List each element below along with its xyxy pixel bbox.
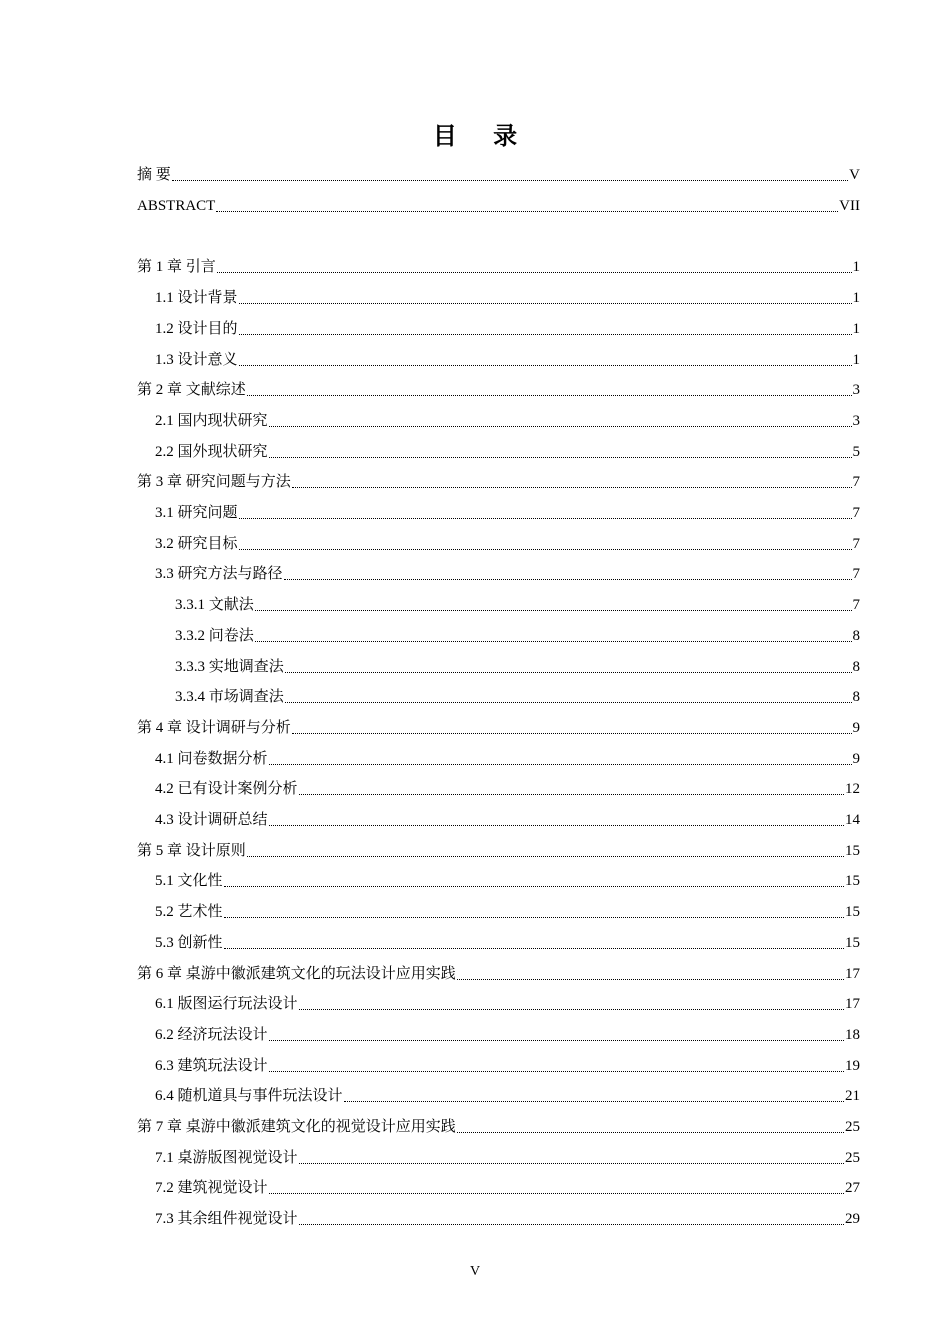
toc-entry-label: 3.3.1 文献法 xyxy=(175,597,254,614)
toc-entry-page-number: 7 xyxy=(852,597,860,614)
toc-entry-page-number: 15 xyxy=(845,873,860,890)
dot-leader xyxy=(255,641,852,642)
toc-entry-label: 3.1 研究问题 xyxy=(155,505,238,521)
dot-leader xyxy=(269,1040,844,1041)
toc-section-entry[interactable] xyxy=(137,434,860,462)
toc-entry-label: 1.1 设计背景 xyxy=(155,290,238,307)
dot-leader xyxy=(269,1193,844,1194)
toc-entry-page-number: 1 xyxy=(852,259,860,276)
toc-section-entry[interactable] xyxy=(137,1170,860,1198)
dot-leader xyxy=(457,979,844,980)
dot-leader xyxy=(269,764,852,765)
toc-entry-label: 5.2 艺术性 xyxy=(155,904,223,921)
toc-entry-page-number: 14 xyxy=(845,812,860,828)
dot-leader xyxy=(269,457,852,458)
toc-entry-page-number: 7 xyxy=(852,474,860,491)
dot-leader xyxy=(292,487,852,488)
toc-entry-label: 第 7 章 桌游中徽派建筑文化的视觉设计应用实践 xyxy=(137,1119,456,1135)
toc-entry-label: 摘 要 xyxy=(137,167,171,183)
dot-leader xyxy=(239,365,852,366)
toc-entry-page-number: 3 xyxy=(852,412,860,429)
footer-page-number: V xyxy=(469,1264,481,1279)
toc-section-entry[interactable] xyxy=(137,1140,860,1168)
dot-leader xyxy=(457,1132,844,1133)
toc-section-entry[interactable] xyxy=(137,802,860,830)
dot-leader xyxy=(247,395,852,396)
dot-leader xyxy=(269,426,852,427)
toc-entry-label: 3.2 研究目标 xyxy=(155,535,238,552)
dot-leader xyxy=(239,518,852,519)
toc-entry-label: 3.3.2 问卷法 xyxy=(175,627,254,644)
toc-entry-label: 6.4 随机道具与事件玩法设计 xyxy=(155,1088,343,1105)
toc-entry-page-number: VII xyxy=(839,197,860,214)
toc-entry-label: 第 5 章 设计原则 xyxy=(137,842,246,859)
toc-section-entry[interactable] xyxy=(137,342,860,370)
toc-entry-label: 7.2 建筑视觉设计 xyxy=(155,1180,268,1197)
toc-entry-label: 4.2 已有设计案例分析 xyxy=(155,781,298,798)
toc-front-matter-entry[interactable] xyxy=(137,188,860,216)
toc-section-entry[interactable] xyxy=(137,986,860,1014)
toc-section-entry[interactable] xyxy=(137,403,860,431)
toc-section-entry[interactable] xyxy=(137,1048,860,1076)
toc-section-entry[interactable] xyxy=(137,495,860,523)
dot-leader xyxy=(247,856,844,857)
dot-leader xyxy=(216,211,838,212)
dot-leader xyxy=(217,272,852,273)
toc-entry-label: 2.2 国外现状研究 xyxy=(155,443,268,460)
toc-chapter-entry[interactable] xyxy=(137,710,860,738)
dot-leader xyxy=(239,549,852,550)
toc-entry-label: 3.3.3 实地调查法 xyxy=(175,658,284,675)
toc-section-entry[interactable] xyxy=(137,925,860,953)
toc-entry-page-number: 12 xyxy=(845,781,860,798)
toc-entry-label: 第 4 章 设计调研与分析 xyxy=(137,719,291,736)
dot-leader xyxy=(285,702,852,703)
toc-entry-page-number: 15 xyxy=(845,842,860,859)
toc-entry-page-number: 8 xyxy=(852,689,860,706)
toc-entry-label: 5.1 文化性 xyxy=(155,873,223,890)
dot-leader xyxy=(292,733,852,734)
toc-entry-page-number: 8 xyxy=(852,627,860,644)
toc-entry-label: 7.3 其余组件视觉设计 xyxy=(155,1211,298,1228)
dot-leader xyxy=(269,1071,844,1072)
toc-entry-page-number: 1 xyxy=(852,320,860,337)
toc-section-entry[interactable] xyxy=(137,311,860,339)
toc-entry-label: 第 3 章 研究问题与方法 xyxy=(137,474,291,491)
toc-section-entry[interactable] xyxy=(137,280,860,308)
dot-leader xyxy=(239,303,852,304)
toc-entry-page-number: 17 xyxy=(845,965,860,982)
toc-entry-label: 1.3 设计意义 xyxy=(155,351,238,368)
dot-leader xyxy=(284,579,852,580)
toc-entry-label: 3.3.4 市场调查法 xyxy=(175,689,284,706)
dot-leader xyxy=(299,794,844,795)
toc-section-entry[interactable] xyxy=(137,526,860,554)
dot-leader xyxy=(224,917,844,918)
toc-entry-label: 1.2 设计目的 xyxy=(155,320,238,337)
toc-entry-label: 第 6 章 桌游中徽派建筑文化的玩法设计应用实践 xyxy=(137,965,456,982)
toc-entry-page-number: 17 xyxy=(845,996,860,1013)
toc-entry-page-number: 25 xyxy=(845,1119,860,1135)
toc-entry-page-number: 1 xyxy=(852,351,860,368)
dot-leader xyxy=(172,180,848,181)
toc-entry-page-number: 15 xyxy=(845,934,860,951)
toc-entry-page-number: 3 xyxy=(852,382,860,399)
dot-leader xyxy=(285,672,852,673)
toc-entry-page-number: 21 xyxy=(845,1088,860,1105)
toc-subsection-entry[interactable] xyxy=(137,649,860,677)
toc-entry-page-number: 8 xyxy=(852,658,860,675)
toc-entry-page-number: 9 xyxy=(852,719,860,736)
toc-section-entry[interactable] xyxy=(137,1017,860,1045)
toc-subsection-entry[interactable] xyxy=(137,618,860,646)
toc-chapter-entry[interactable] xyxy=(137,464,860,492)
toc-section-entry[interactable] xyxy=(137,1201,860,1229)
toc-chapter-entry[interactable] xyxy=(137,372,860,400)
toc-entry-page-number: 7 xyxy=(852,535,860,552)
toc-section-entry[interactable] xyxy=(137,741,860,769)
toc-entry-label: 6.1 版图运行玩法设计 xyxy=(155,996,298,1013)
toc-entry-page-number: 18 xyxy=(845,1026,860,1043)
page-title: 目 录 xyxy=(432,122,532,150)
toc-entry-page-number: 19 xyxy=(845,1057,860,1074)
toc-section-entry[interactable] xyxy=(137,1078,860,1106)
toc-entry-page-number: 7 xyxy=(852,505,860,521)
dot-leader xyxy=(269,825,844,826)
toc-entry-label: 第 1 章 引言 xyxy=(137,259,216,276)
toc-entry-label: 4.1 问卷数据分析 xyxy=(155,750,268,767)
toc-entry-page-number: 1 xyxy=(852,290,860,307)
toc-chapter-entry[interactable] xyxy=(137,249,860,277)
dot-leader xyxy=(224,948,844,949)
toc-entry-label: ABSTRACT xyxy=(137,197,216,214)
toc-entry-page-number: 15 xyxy=(845,904,860,921)
toc-entry-label: 6.3 建筑玩法设计 xyxy=(155,1057,268,1074)
dot-leader xyxy=(299,1163,844,1164)
toc-chapter-entry[interactable] xyxy=(137,1109,860,1137)
toc-entry-label: 6.2 经济玩法设计 xyxy=(155,1026,268,1043)
dot-leader xyxy=(224,886,844,887)
toc-entry-label: 2.1 国内现状研究 xyxy=(155,412,268,429)
toc-entry-label: 5.3 创新性 xyxy=(155,934,223,951)
dot-leader xyxy=(255,610,852,611)
toc-entry-label: 4.3 设计调研总结 xyxy=(155,812,268,828)
toc-chapter-entry[interactable] xyxy=(137,956,860,984)
toc-entry-page-number: V xyxy=(849,167,860,183)
toc-subsection-entry[interactable] xyxy=(137,679,860,707)
toc-entry-label: 7.1 桌游版图视觉设计 xyxy=(155,1149,298,1166)
toc-section-entry[interactable] xyxy=(137,556,860,584)
toc-entry-page-number: 7 xyxy=(852,566,860,583)
dot-leader xyxy=(299,1009,844,1010)
toc-entry-page-number: 29 xyxy=(845,1211,860,1228)
toc-section-entry[interactable] xyxy=(137,894,860,922)
toc-chapter-entry[interactable] xyxy=(137,833,860,861)
dot-leader xyxy=(239,334,852,335)
toc-section-entry[interactable] xyxy=(137,771,860,799)
dot-leader xyxy=(344,1101,844,1102)
toc-entry-page-number: 5 xyxy=(852,443,860,460)
toc-entry-page-number: 27 xyxy=(845,1180,860,1197)
toc-entry-label: 第 2 章 文献综述 xyxy=(137,382,246,399)
toc-front-matter-entry[interactable] xyxy=(137,157,860,185)
toc-entry-page-number: 25 xyxy=(845,1149,860,1166)
toc-subsection-entry[interactable] xyxy=(137,587,860,615)
toc-entry-page-number: 9 xyxy=(852,750,860,767)
toc-entry-label: 3.3 研究方法与路径 xyxy=(155,566,283,583)
toc-section-entry[interactable] xyxy=(137,863,860,891)
dot-leader xyxy=(299,1224,844,1225)
